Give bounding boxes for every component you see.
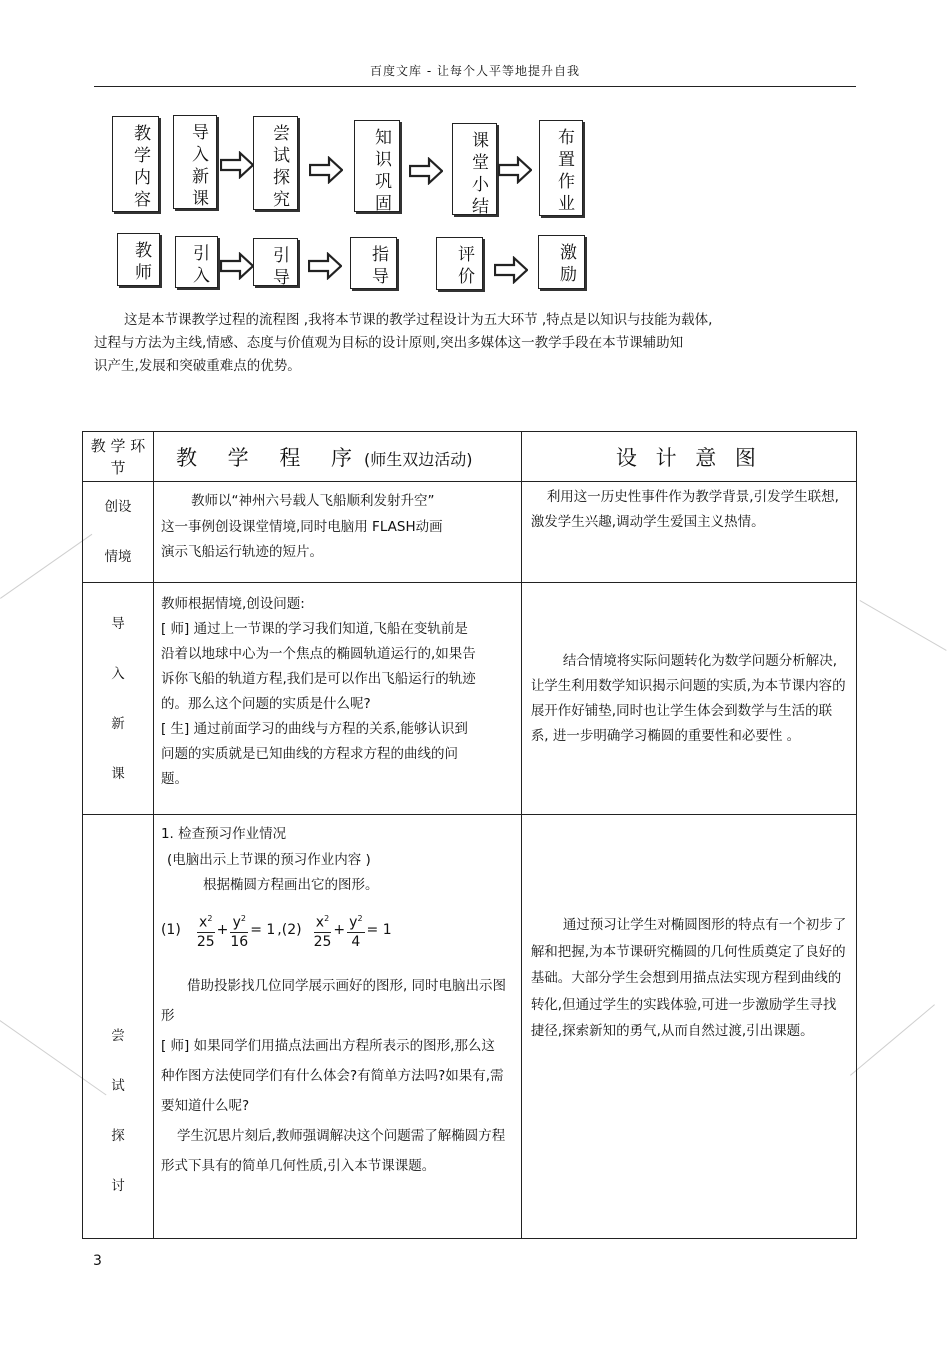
arrow-icon [220, 252, 254, 280]
program-create-context: 教师以“神州六号载人飞船顺利发射升空” 这一事例创设课堂情境,同时电脑用 FLASH动画 演示飞船运行轨迹的短片。 [153, 482, 521, 583]
arrow-icon [220, 151, 254, 179]
page-header: 百度文库 - 让每个人平等地提升自我 [370, 64, 580, 78]
stage-create-context: 创设情境 [83, 482, 154, 583]
arrow-icon [309, 156, 343, 184]
flow-box-lead-in: 引入 [175, 236, 218, 288]
flow-box-consolidate: 知识巩固 [354, 120, 400, 212]
flow-box-summary: 课堂小结 [452, 123, 497, 215]
ellipse-equations: (1) $\frac{x^2}{25}$ + $\frac{y^2}{16}$ = 1 ,(2) $\frac{x^2}{25}$ + $\frac{y^2}{4}$ = 1 [161, 899, 508, 959]
flow-box-homework: 布置作业 [539, 120, 583, 216]
intro-line-3: 识产生,发展和突破重难点的优势。 [94, 358, 301, 374]
arrow-icon [494, 256, 528, 284]
intent-try-explore: 通过预习让学生对椭圆图形的特点有一个初步了解和把握,为本节课研究椭圆的几何性质奠定了良好的基础。大部分学生会想到用描点法实现方程到曲线的转化,但通过学生的实践体验,可进一步激励学生寻找捷径,探索新知的勇气,从而自然过渡,引出课题。 [521, 815, 856, 1239]
lesson-table [82, 431, 857, 1239]
flow-box-guide: 引导 [253, 238, 298, 286]
intro-line-2: 过程与方法为主线,情感、态度与价值观为目标的设计原则,突出多媒体这一教学手段在本节课辅助知 [94, 335, 684, 351]
header-intent: 设 计 意 图 [521, 432, 856, 482]
header-divider [94, 86, 856, 87]
intent-create-context: 利用这一历史性事件作为教学背景,引发学生联想,激发学生兴趣,调动学生爱国主义热情。 [521, 482, 856, 583]
flow-box-intro: 导入新课 [173, 115, 217, 209]
flow-box-motivate: 激励 [538, 235, 585, 289]
header-stage: 教 学 环 节 [83, 432, 154, 482]
arrow-icon [308, 252, 342, 280]
flow-box-evaluate: 评价 [436, 237, 483, 290]
stage-try-explore: 尝试探讨 [83, 815, 154, 1239]
header-program: 教 学 程 序(师生双边活动) [153, 432, 521, 482]
stage-introduce-lesson: 导入新课 [83, 583, 154, 815]
flow-box-content: 教学内容 [112, 116, 159, 212]
flow-box-instruct: 指导 [350, 237, 397, 289]
flow-box-explore: 尝试探究 [253, 116, 298, 210]
program-introduce-lesson: 教师根据情境,创设问题: [ 师] 通过上一节课的学习我们知道,飞船在变轨前是沿着以地球中心为一个焦点的椭圆轨道运行的,如果告诉你飞船的轨道方程,我们是可以作出飞船运行的轨迹的。那么这个问题的实质是什么呢? [ 生] 通过前面学习的曲线与方程的关系,能够认识到问题的实质就是已知曲线的方程求方程的曲线的问题。 [153, 583, 521, 815]
arrow-icon [498, 156, 532, 184]
program-try-explore: 1. 检查预习作业情况 (电脑出示上节课的预习作业内容 ) 根据椭圆方程画出它的图形。 (1) $\frac{x^2}{25}$ + $\frac{y^2}{16}$ = 1 ,(2) $\frac{x^2}{25}$ + $\frac{y^2}{4}$ = 1 借助投影找几位同学展示画好的图形, 同时电脑出示图形 [ 师] 如果同学们用描点法画出方程所表示的图形,那么这种作图方法使同学们有什么体会?有简单方法吗?如果有,需要知道什么呢? 学生沉思片刻后,教师强调解决这个问题需了解椭圆方程形式下具有的简单几何性质,引入本节课课题。 [153, 815, 521, 1239]
flow-box-teacher: 教师 [117, 233, 160, 286]
intro-line-1: 这是本节课教学过程的流程图 ,我将本节课的教学过程设计为五大环节 ,特点是以知识与技能为载体, [124, 312, 713, 328]
arrow-icon [409, 157, 443, 185]
page-number: 3 [93, 1253, 102, 1269]
intent-introduce-lesson: 结合情境将实际问题转化为数学问题分析解决,让学生利用数学知识揭示问题的实质,为本节课内容的展开作好铺垫,同时也让学生体会到数学与生活的联系, 进一步明确学习椭圆的重要性和必要性 。 [521, 583, 856, 815]
